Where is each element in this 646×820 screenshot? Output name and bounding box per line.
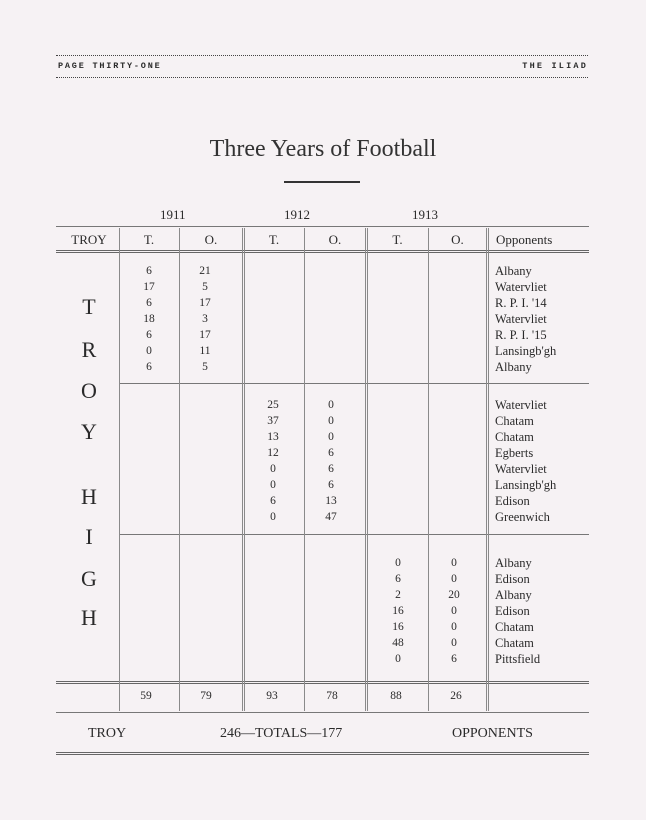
side-letter: O <box>81 378 97 403</box>
opponent-name: Chatam <box>495 636 534 650</box>
year-1911: 1911 <box>160 207 186 222</box>
total-troy-1913: 88 <box>390 690 402 702</box>
score-opp-1911: 17 <box>199 297 211 309</box>
score-opp-1911: 11 <box>199 345 211 357</box>
col-header-o-1912: O. <box>328 232 342 247</box>
score-opp-1912: 6 <box>328 447 334 459</box>
total-troy-1911: 59 <box>140 690 152 702</box>
side-letter: I <box>85 524 93 549</box>
col-divider <box>119 228 120 711</box>
score-troy-1912: 12 <box>267 447 279 459</box>
block-divider-1911 <box>120 383 589 384</box>
score-opp-1911: 3 <box>202 313 208 325</box>
opponent-name: Chatam <box>495 620 534 634</box>
opponent-name: Chatam <box>495 430 534 444</box>
col-header-o-1913: O. <box>451 232 464 247</box>
score-troy-1911: 6 <box>146 361 152 373</box>
opponent-name: Albany <box>495 360 532 374</box>
side-letter: H <box>81 484 97 509</box>
opponent-name: Chatam <box>495 414 534 428</box>
score-troy-1912: 0 <box>270 463 276 475</box>
header-bottom-rule <box>56 77 588 78</box>
table-top-rule <box>56 226 589 227</box>
col-header-troy: TROY <box>71 232 107 247</box>
total-opp-1913: 26 <box>450 690 462 702</box>
score-troy-1911: 0 <box>146 345 152 357</box>
publication-name: THE ILIAD <box>522 61 588 71</box>
year-1912: 1912 <box>284 207 310 222</box>
opponent-name: Watervliet <box>495 312 547 326</box>
side-letter: T <box>82 294 96 319</box>
header-top-rule <box>56 55 588 56</box>
score-troy-1912: 25 <box>267 399 279 411</box>
col-divider <box>428 228 429 711</box>
col-divider <box>365 228 368 711</box>
score-opp-1912: 47 <box>325 511 337 523</box>
score-opp-1911: 21 <box>199 265 211 277</box>
opponent-name: Albany <box>495 588 532 602</box>
score-troy-1913: 6 <box>395 573 401 585</box>
totals-bottom-rule <box>56 712 589 713</box>
totals-top-rule <box>56 681 589 684</box>
opponent-name: Watervliet <box>495 462 547 476</box>
score-troy-1911: 17 <box>143 281 155 293</box>
score-opp-1912: 6 <box>328 463 334 475</box>
score-opp-1912: 6 <box>328 479 334 491</box>
score-troy-1911: 6 <box>146 329 152 341</box>
opponent-name: Edison <box>495 604 530 618</box>
score-troy-1912: 0 <box>270 511 276 523</box>
score-troy-1913: 48 <box>392 637 404 649</box>
col-divider <box>486 228 489 711</box>
score-troy-1912: 13 <box>267 431 279 443</box>
opponent-name: Pittsfield <box>495 652 541 666</box>
opponent-name: Edison <box>495 494 530 508</box>
col-divider <box>242 228 245 711</box>
score-troy-1913: 16 <box>392 621 404 633</box>
score-opp-1911: 5 <box>202 281 208 293</box>
opponent-name: Albany <box>495 556 532 570</box>
col-header-t-1912: T. <box>268 232 280 247</box>
side-letter: G <box>81 566 97 591</box>
score-opp-1913: 6 <box>451 653 457 665</box>
score-troy-1913: 2 <box>395 589 401 601</box>
score-opp-1911: 5 <box>202 361 208 373</box>
score-opp-1912: 0 <box>328 415 334 427</box>
score-opp-1912: 0 <box>328 431 334 443</box>
score-opp-1913: 0 <box>451 605 457 617</box>
title-underline <box>284 181 360 183</box>
score-opp-1913: 0 <box>451 573 457 585</box>
col-header-opponents: Opponents <box>496 232 553 247</box>
col-divider <box>179 228 180 711</box>
total-opp-1912: 78 <box>326 690 338 702</box>
page-title: Three Years of Football <box>209 136 437 162</box>
side-letter: Y <box>81 419 97 444</box>
footer-rule <box>56 752 589 755</box>
opponent-name: R. P. I. '14 <box>495 296 547 310</box>
score-opp-1913: 0 <box>451 557 457 569</box>
opponent-name: Edison <box>495 572 530 586</box>
total-opp-1911: 79 <box>200 690 212 702</box>
col-header-o-1911: O. <box>204 232 218 247</box>
score-opp-1911: 17 <box>199 329 211 341</box>
score-opp-1913: 20 <box>448 589 460 601</box>
score-opp-1912: 0 <box>328 399 334 411</box>
score-opp-1913: 0 <box>451 637 457 649</box>
footer-totals: 246—TOTALS—177 <box>220 726 343 741</box>
score-troy-1911: 6 <box>146 265 152 277</box>
side-letter: H <box>81 605 97 630</box>
col-header-t-1913: T. <box>392 232 403 247</box>
column-header-rule <box>56 250 589 253</box>
score-troy-1912: 0 <box>270 479 276 491</box>
opponent-name: Watervliet <box>495 280 547 294</box>
score-opp-1913: 0 <box>451 621 457 633</box>
opponent-name: Lansingb'gh <box>495 478 557 492</box>
page-number: PAGE THIRTY-ONE <box>58 61 162 71</box>
score-troy-1913: 16 <box>392 605 404 617</box>
total-troy-1912: 93 <box>266 690 278 702</box>
score-troy-1911: 6 <box>146 297 152 309</box>
opponent-name: Egberts <box>495 446 534 460</box>
opponent-name: Lansingb'gh <box>495 344 557 358</box>
score-troy-1913: 0 <box>395 557 401 569</box>
col-divider <box>304 228 305 711</box>
opponent-name: Greenwich <box>495 510 550 524</box>
side-letter: R <box>81 337 97 362</box>
opponent-name: Watervliet <box>495 398 547 412</box>
block-divider-1912 <box>120 534 589 535</box>
score-troy-1912: 37 <box>267 415 279 427</box>
footer-opponents-label: OPPONENTS <box>452 726 533 741</box>
score-troy-1911: 18 <box>143 313 155 325</box>
footer-troy-label: TROY <box>88 726 127 741</box>
opponent-name: R. P. I. '15 <box>495 328 547 342</box>
score-troy-1912: 6 <box>270 495 276 507</box>
score-opp-1912: 13 <box>325 495 337 507</box>
col-header-t-1911: T. <box>143 232 155 247</box>
year-1913: 1913 <box>412 207 438 222</box>
opponent-name: Albany <box>495 264 532 278</box>
score-troy-1913: 0 <box>395 653 401 665</box>
